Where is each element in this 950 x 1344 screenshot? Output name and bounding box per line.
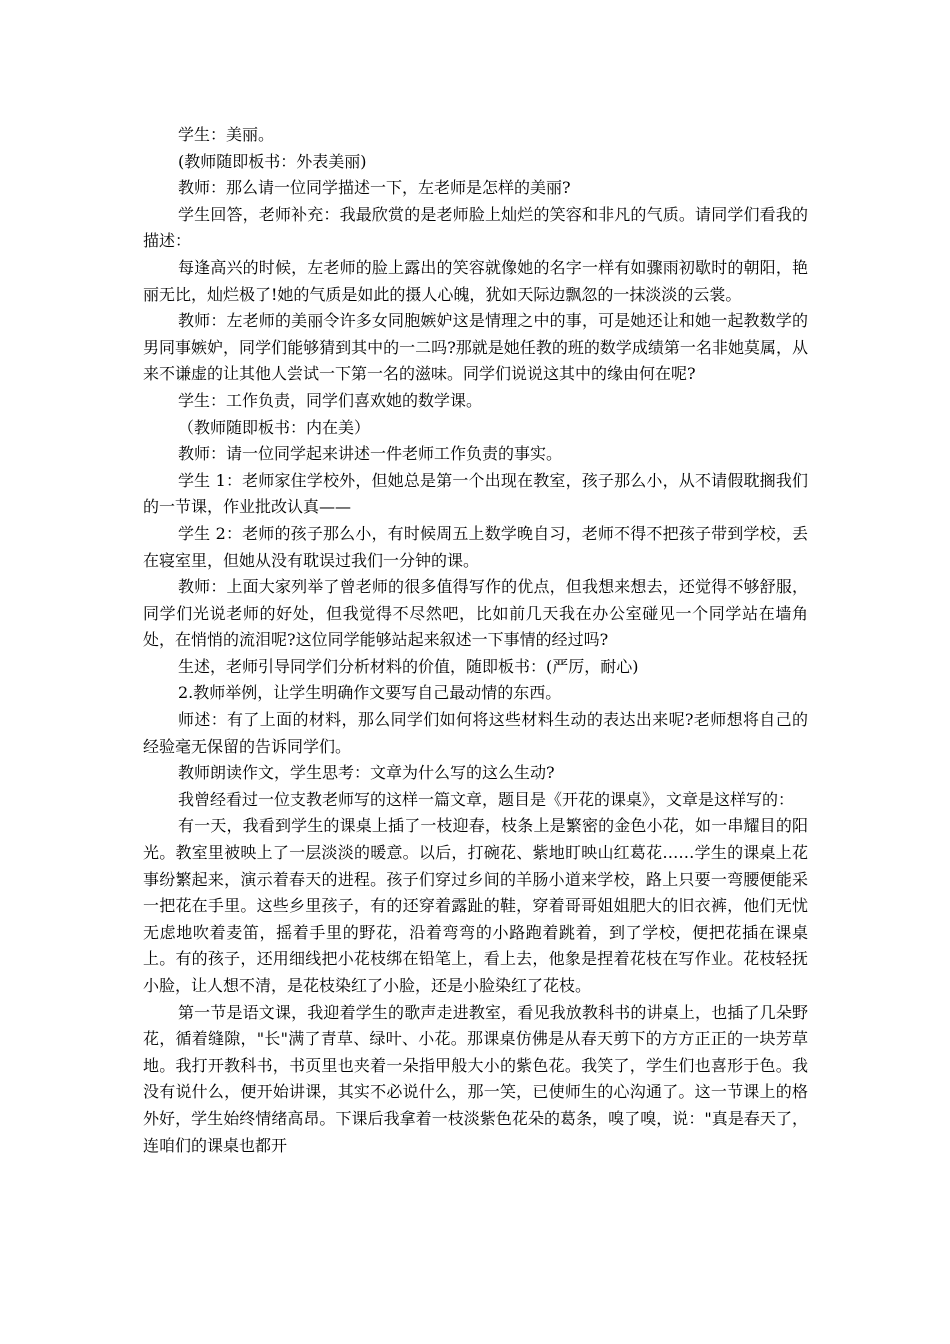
paragraph: 教师：那么请一位同学描述一下，左老师是怎样的美丽? [178, 178, 571, 198]
paragraph: 师述：有了上面的材料，那么同学们如何将这些材料生动的表达出来呢?老师想将自己的经验毫无保留的告诉同学们。 [143, 710, 808, 756]
paragraph: 有一天，我看到学生的课桌上插了一枝迎春，枝条上是繁密的金色小花，如一串耀目的阳光。教室里被映上了一层淡淡的暖意。以后，打碗花、紫地盯映山红葛花……学生的课桌上花事纷繁起来，演示着春天的进程。孩子们穿过乡间的羊肠小道来学校，路上只要一弯腰便能采一把花在手里。这些乡里孩子，有的还穿着露趾的鞋，穿着哥哥姐姐肥大的旧衣裤，他们无忧无虑地吹着麦笛，摇着手里的野花，沿着弯弯的小路跑着跳着，到了学校，便把花插在课桌上。有的孩子，还用细线把小花枝绑在铅笔上，看上去，他象是捏着花枝在写作业。花枝轻抚小脸，让人想不清，是花枝染红了小脸，还是小脸染红了花枝。 [143, 816, 808, 995]
paragraph: 每逢高兴的时候，左老师的脸上露出的笑容就像她的名字一样有如骤雨初歇时的朝阳，艳丽无比，灿烂极了!她的气质是如此的摄人心魄，犹如天际边飘忽的一抹淡淡的云裳。 [143, 257, 808, 304]
paragraph: 学生：工作负责，同学们喜欢她的数学课。 [178, 390, 483, 410]
paragraph: (教师随即板书：外表美丽) [178, 151, 367, 171]
paragraph: （教师随即板书：内在美） [178, 417, 371, 437]
paragraph: 第一节是语文课，我迎着学生的歌声走进教室，看见我放教科书的讲桌上，也插了几朵野花，循着缝隙，"长"满了青草、绿叶、小花。那课桌仿佛是从春天剪下的方方正正的一块芳草地。我打开教科书，书页里也夹着一朵指甲般大小的紫色花。我笑了，学生们也喜形于色。我没有说什么，便开始讲课，其实不必说什么，那一笑，已使师生的心沟通了。这一节课上的格外好，学生始终情绪高昂。下课后我拿着一枝淡紫色花朵的葛条，嗅了嗅，说："真是春天了，连咱们的课桌也都开 [143, 1002, 808, 1155]
document-page [143, 122, 808, 1159]
paragraph: 学生 2：老师的孩子那么小，有时候周五上数学晚自习，老师不得不把孩子带到学校，丢在寝室里，但她从没有耽误过我们一分钟的课。 [143, 523, 808, 570]
paragraph: 教师朗读作文，学生思考：文章为什么写的这么生动? [178, 763, 555, 783]
paragraph: 学生：美丽。 [178, 125, 275, 144]
paragraph: 我曾经看过一位支教老师写的这样一篇文章，题目是《开花的课桌》，文章是这样写的： [178, 789, 795, 809]
paragraph: 学生回答，老师补充：我最欣赏的是老师脸上灿烂的笑容和非凡的气质。请同学们看我的描述： [143, 204, 808, 251]
paragraph: 教师：左老师的美丽令许多女同胞嫉妒这是情理之中的事，可是她还让和她一起教数学的男同事嫉妒，同学们能够猜到其中的一二吗?那就是她任教的班的数学成绩第一名非她莫属，从来不谦虚的让其他人尝试一下第一名的滋味。同学们说说这其中的缘由何在呢? [143, 311, 808, 384]
paragraph: 生述，老师引导同学们分析材料的价值，随即板书：(严厉，耐心) [178, 656, 639, 676]
paragraph: 2.教师举例，让学生明确作文要写自己最动情的东西。 [178, 683, 562, 703]
paragraph: 教师：上面大家列举了曾老师的很多值得写作的优点，但我想来想去，还觉得不够舒服，同学们光说老师的好处，但我觉得不尽然吧，比如前几天我在办公室碰见一个同学站在墙角处，在悄悄的流泪呢?这位同学能够站起来叙述一下事情的经过吗? [143, 577, 808, 650]
paragraph: 教师：请一位同学起来讲述一件老师工作负责的事实。 [178, 444, 563, 464]
paragraph: 学生 1：老师家住学校外，但她总是第一个出现在教室，孩子那么小，从不请假耽搁我们的一节课，作业批改认真—— [143, 470, 808, 517]
